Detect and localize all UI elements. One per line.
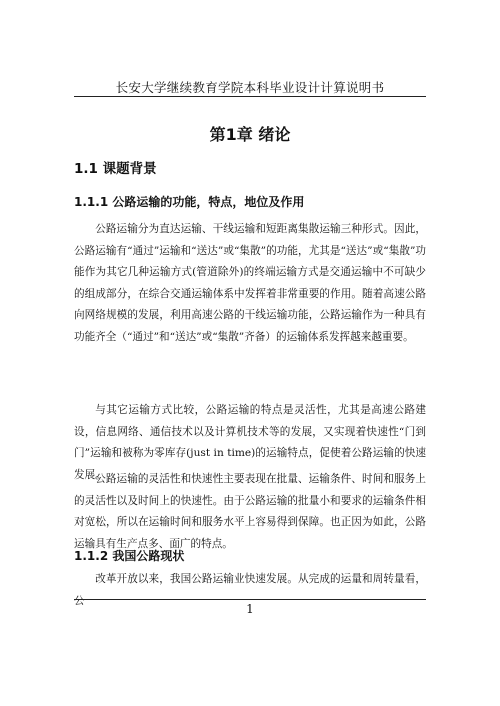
section-heading-1-1-2: 1.1.2 我国公路现状 [74,549,185,563]
paragraph-4: 改革开放以来，我国公路运输业快速发展。从完成的运量和周转量看，公 [74,573,426,607]
section-heading-1-1-1: 1.1.1 公路运输的功能，特点，地位及作用 [74,195,305,209]
chapter-title: 第1章 绪论 [209,125,291,144]
paragraph-3: 公路运输的灵活性和快速性主要表现在批量、运输条件、时间和服务上的灵活性以及时间上的快速性。由于公路运输的批量小和要求的运输条件相对宽松，所以在运输时间和服务水平上容易得到保障。也正因为如此，公路运输具有生产点多、面广的特点。 [74,473,426,550]
section-heading-1-1: 1.1 课题背景 [74,161,157,177]
footer-rule [74,599,426,600]
header-rule [74,96,426,97]
paragraph-1: 公路运输分为直达运输、干线运输和短距离集散运输三种形式。因此，公路运输有“通过”运输和“送达”或“集散”的功能，尤其是“送达”或“集散”功能作为其它几种运输方式(管道除外)的终端运输方式是交通运输中不可缺少的组成部分，在综合交通运输体系中发挥着非常重要的作用。随着高速公路向网络规模的发展，利用高速公路的干线运输功能，公路运输作为一种具有功能齐全（“通过”和“送达”或“集散”齐备）的运输体系发挥越来越重要。 [74,223,426,343]
page-number: 1 [246,602,254,616]
paragraph-2: 与其它运输方式比较，公路运输的特点是灵活性，尤其是高速公路建设，信息网络、通信技术以及计算机技术等的发展，又实现着快速性“门到门”运输和被称为零库存(just in time)的运输特点，促使着公路运输的快速发展。 [74,404,426,481]
running-header: 长安大学继续教育学院本科毕业设计计算说明书 [115,80,385,95]
